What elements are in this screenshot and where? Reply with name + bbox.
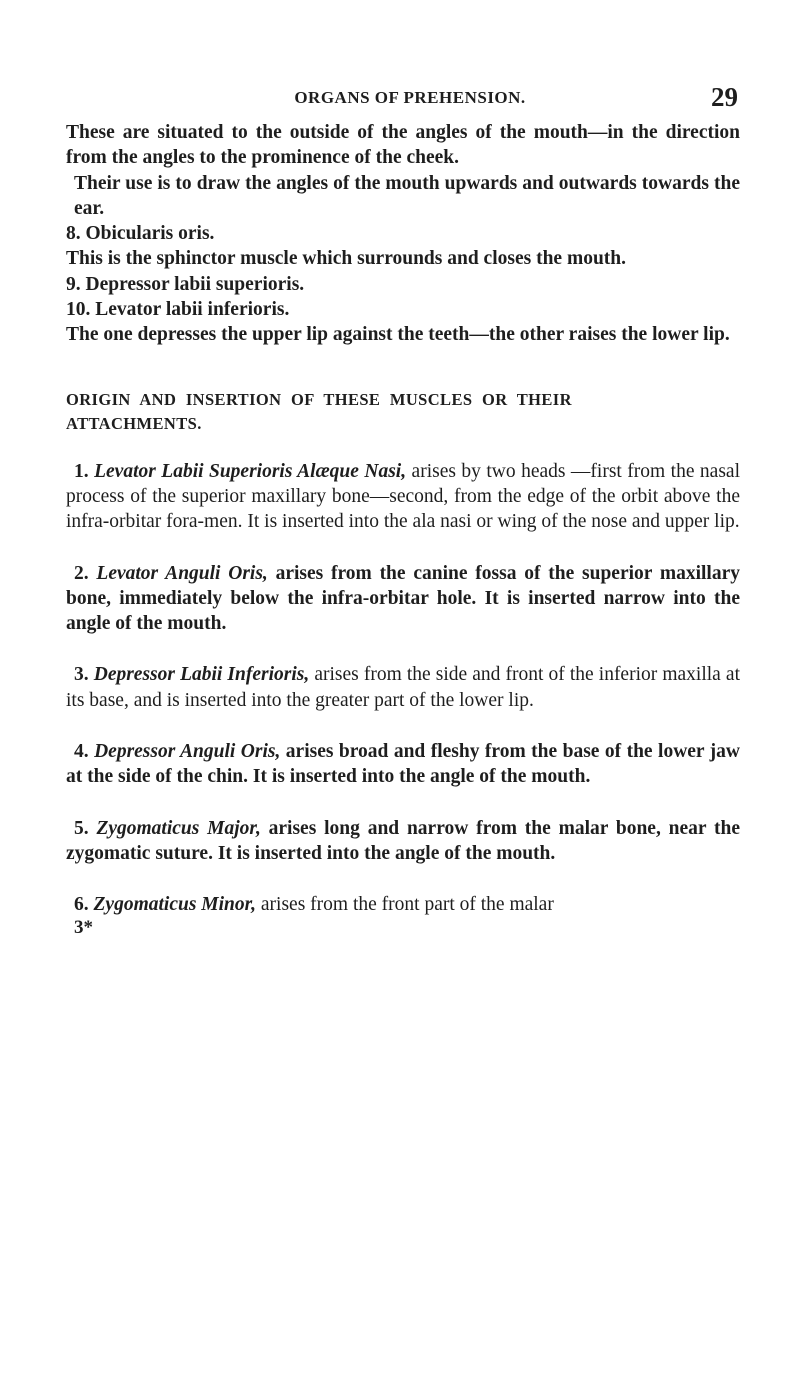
entry-text: arises from the front part of the malar xyxy=(256,894,554,916)
section-heading xyxy=(66,388,740,436)
entry-text: arises long and narrow from the malar bone, near the zygomatic suture. It is inserted into the angle of the mouth. xyxy=(66,817,740,864)
muscle-name: Levator Labii Superioris Alæque Nasi, xyxy=(94,460,407,482)
page-number: 29 xyxy=(711,82,738,112)
page-header xyxy=(0,82,800,112)
muscle-name: Zygomaticus Minor, xyxy=(93,894,257,916)
intro-paragraph-2: Their use is to draw the angles of the mouth upwards and outwards towards the ear. xyxy=(74,172,740,219)
muscle-name: Zygomaticus Major, xyxy=(96,817,261,839)
signature-mark: 3* xyxy=(74,916,93,938)
entry-4 xyxy=(66,739,740,790)
intro-paragraph-7: The one depresses the upper lip against the teeth—the other raises the lower lip. xyxy=(66,324,730,346)
entry-text: arises from the canine fossa of the superior maxillary bone, immediately below the infra-orbitar hole. It is inserted narrow into the angle of the mouth. xyxy=(66,562,740,635)
muscle-9-heading: 9. Depressor labii superioris. xyxy=(66,273,305,295)
entry-text: arises broad and fleshy from the base of the lower jaw at the side of the chin. It is inserted into the angle of the mouth. xyxy=(66,741,741,788)
entry-1 xyxy=(66,459,740,535)
running-head: ORGANS OF PREHENSION. xyxy=(294,88,526,107)
intro-paragraph-1: These are situated to the outside of the angles of the mouth—in the direction from the angles to the prominence of the cheek. xyxy=(66,122,740,169)
muscle-10-heading: 10. Levator labii inferioris. xyxy=(66,299,290,321)
intro-paragraph-4: This is the sphinctor muscle which surrounds and closes the mouth. xyxy=(66,248,627,270)
section-heading-line-1: ORIGIN AND INSERTION OF THESE MUSCLES OR THEIR xyxy=(66,389,572,409)
entry-text: arises by two heads —first from the nasal process of the superior maxillary bone—second, from the edge of the orbit above the infra-orbitar fora-men. It is inserted into the ala nasi or wing of the nose and upper lip. xyxy=(66,460,741,533)
entry-number: 3. xyxy=(74,664,89,686)
entry-text: arises from the side and front of the inferior maxilla at its base, and is inserted into the greater part of the lower lip. xyxy=(66,664,740,711)
muscle-name: Levator Anguli Oris, xyxy=(96,562,268,584)
entry-3 xyxy=(66,662,740,713)
muscle-name: Depressor Labii Inferioris, xyxy=(93,664,310,686)
page-body xyxy=(66,120,740,938)
entry-number: 5. xyxy=(74,817,89,839)
entry-6 xyxy=(66,892,740,917)
entry-number: 6. xyxy=(74,894,89,916)
entry-2 xyxy=(66,561,740,637)
entry-number: 2. xyxy=(74,562,89,584)
muscle-8-heading: 8. Obicularis oris. xyxy=(66,223,215,245)
muscle-name: Depressor Anguli Oris, xyxy=(94,741,281,763)
entry-number: 4. xyxy=(74,741,89,763)
entry-5 xyxy=(66,816,740,867)
section-heading-line-2: ATTACHMENTS. xyxy=(66,413,202,433)
entry-number: 1. xyxy=(74,460,89,482)
